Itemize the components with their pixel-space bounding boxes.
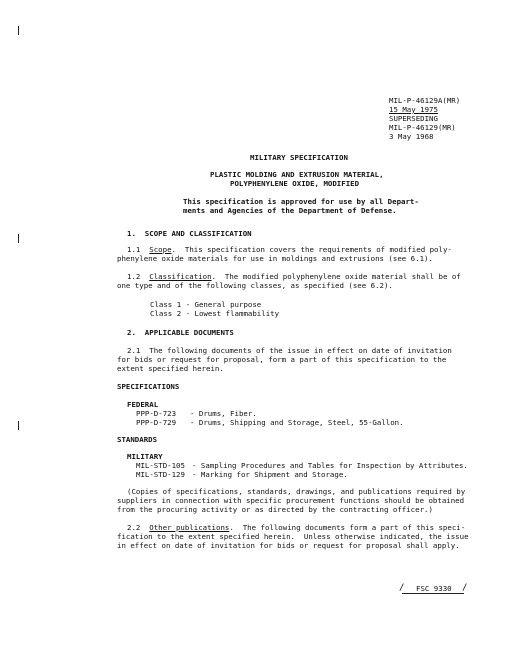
federal-item-desc: - Drums, Shipping and Storage, Steel, 55-Gallon. — [190, 418, 404, 427]
paragraph-2-2-number: 2.2 — [127, 523, 141, 532]
subtitle-line-2: POLYPHENYLENE OXIDE, MODIFIED — [230, 179, 360, 188]
military-item-desc: - Marking for Shipment and Storage. — [192, 470, 348, 479]
military-item-code: MIL-STD-105 — [136, 461, 185, 470]
superseded-number: MIL-P-46129(MR) — [389, 123, 456, 132]
margin-mark-top — [18, 26, 19, 35]
fsc-box-right-slash: / — [462, 583, 468, 593]
copies-note-line-1: (Copies of specifications, standards, drawings, and publications required by — [127, 487, 466, 496]
paragraph-2-1-line-2: for bids or request for proposal, form a part of this specification to the — [117, 355, 447, 364]
superseding-label: SUPERSEDING — [389, 114, 438, 123]
federal-item-desc: - Drums, Fiber. — [190, 409, 257, 418]
approval-line-2: ments and Agencies of the Department of Defense. — [183, 206, 397, 215]
document-date: 15 May 1975 — [389, 105, 438, 114]
subtitle-line-1: PLASTIC MOLDING AND EXTRUSION MATERIAL, — [210, 170, 384, 179]
federal-item-code: PPP-D-723 — [136, 409, 177, 418]
paragraph-2-2-text: . The following documents form a part of this speci- — [229, 523, 466, 532]
military-item-code: MIL-STD-129 — [136, 470, 185, 479]
paragraph-1-2-text: . The modified polyphenylene oxide material shall be of — [211, 272, 461, 281]
military-item-desc: - Sampling Procedures and Tables for Inspection by Attributes. — [192, 461, 468, 470]
document-title: MILITARY SPECIFICATION — [250, 153, 348, 162]
paragraph-2-2-title: Other publications — [149, 523, 230, 532]
paragraph-2-2-line-3: in effect on date of invitation for bids or request for proposal shall apply. — [117, 541, 460, 550]
paragraph-2-2-line-2: fication to the extent specified herein. Unless otherwise indicated, the issue — [117, 532, 469, 541]
superseded-date: 3 May 1968 — [389, 132, 434, 141]
margin-mark-middle — [18, 234, 19, 243]
military-heading: MILITARY — [127, 452, 163, 461]
fsc-box — [399, 583, 468, 594]
paragraph-1-2-line-2: one type and of the following classes, as specified (see 6.2). — [117, 281, 393, 290]
paragraph-1-1-line-2: phenylene oxide materials for use in moldings and extrusions (see 6.1). — [117, 254, 433, 263]
fsc-box-left-slash: / — [399, 583, 405, 593]
paragraph-2-1-line-3: extent specified herein. — [117, 364, 224, 373]
section-2-heading: 2. APPLICABLE DOCUMENTS — [127, 328, 234, 337]
paragraph-1-1-number: 1.1 — [127, 245, 141, 254]
document-number: MIL-P-46129A(MR) — [389, 96, 461, 105]
copies-note-line-2: suppliers in connection with specific procurement functions should be obtained — [117, 496, 465, 505]
specifications-heading: SPECIFICATIONS — [117, 382, 180, 391]
paragraph-1-1-text: . This specification covers the requirements of modified poly- — [171, 245, 452, 254]
section-1-heading: 1. SCOPE AND CLASSIFICATION — [127, 229, 252, 238]
federal-heading: FEDERAL — [127, 400, 159, 409]
copies-note-line-3: from the procuring activity or as directed by the contracting officer.) — [117, 505, 433, 514]
paragraph-1-2-number: 1.2 — [127, 272, 141, 281]
paragraph-1-2-title: Classification — [149, 272, 212, 281]
fsc-code: FSC 9330 — [416, 584, 452, 593]
federal-item-code: PPP-D-729 — [136, 418, 177, 427]
paragraph-1-1-title: Scope — [149, 245, 172, 254]
class-1-item: Class 1 - General purpose — [150, 300, 262, 309]
margin-mark-bottom — [18, 421, 19, 430]
paragraph-2-1-line-1: 2.1 The following documents of the issue in effect on date of invitation — [127, 346, 452, 355]
approval-line-1: This specification is approved for use by all Depart- — [183, 197, 419, 206]
standards-heading: STANDARDS — [117, 435, 158, 444]
class-2-item: Class 2 - Lowest flammability — [150, 309, 280, 318]
